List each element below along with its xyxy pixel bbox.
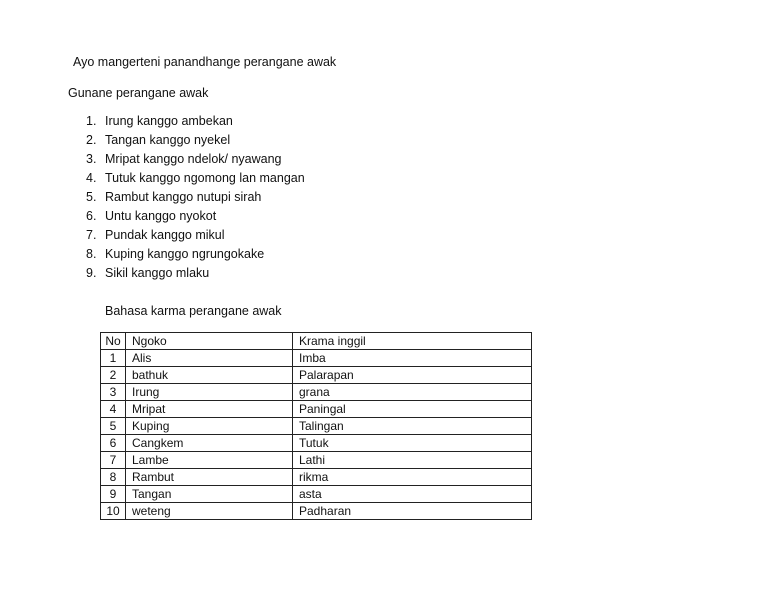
list-item: [86, 189, 305, 208]
cell-krama: Lathi: [293, 452, 532, 469]
list-item: [86, 170, 305, 189]
table-row: [101, 367, 532, 384]
list-item: [86, 132, 305, 151]
table-row: [101, 435, 532, 452]
cell-no: 4: [101, 401, 126, 418]
list-item: [86, 246, 305, 265]
cell-ngoko: Alis: [126, 350, 293, 367]
table-header-row: [101, 333, 532, 350]
cell-ngoko: Irung: [126, 384, 293, 401]
table-row: [101, 486, 532, 503]
table-row: [101, 350, 532, 367]
list-text: Tangan kanggo nyekel: [105, 133, 231, 147]
cell-no: 7: [101, 452, 126, 469]
list-text: Pundak kanggo mikul: [105, 228, 225, 242]
list-item: [86, 227, 305, 246]
list-item: [86, 265, 305, 284]
document-title: Ayo mangerteni panandhange perangane awak: [73, 55, 337, 69]
list-item: [86, 208, 305, 227]
cell-krama: Paningal: [293, 401, 532, 418]
cell-krama: Imba: [293, 350, 532, 367]
cell-no: 9: [101, 486, 126, 503]
cell-krama: Talingan: [293, 418, 532, 435]
table-row: [101, 469, 532, 486]
header-ngoko: Ngoko: [126, 333, 293, 350]
cell-krama: rikma: [293, 469, 532, 486]
list-number: 7.: [86, 228, 97, 242]
list-text: Tutuk kanggo ngomong lan mangan: [105, 171, 305, 185]
list-item: [86, 151, 305, 170]
list-number: 9.: [86, 266, 97, 280]
table-row: [101, 418, 532, 435]
vocabulary-table: [100, 332, 532, 520]
uses-list: [86, 113, 305, 284]
cell-krama: Padharan: [293, 503, 532, 520]
cell-ngoko: Tangan: [126, 486, 293, 503]
cell-no: 2: [101, 367, 126, 384]
list-text: Untu kanggo nyokot: [105, 209, 217, 223]
cell-no: 10: [101, 503, 126, 520]
table-row: [101, 503, 532, 520]
cell-no: 8: [101, 469, 126, 486]
list-number: 5.: [86, 190, 97, 204]
list-number: 8.: [86, 247, 97, 261]
cell-ngoko: Lambe: [126, 452, 293, 469]
list-number: 2.: [86, 133, 97, 147]
list-text: Rambut kanggo nutupi sirah: [105, 190, 262, 204]
cell-ngoko: bathuk: [126, 367, 293, 384]
list-text: Sikil kanggo mlaku: [105, 266, 210, 280]
list-text: Kuping kanggo ngrungokake: [105, 247, 265, 261]
cell-krama: grana: [293, 384, 532, 401]
list-number: 6.: [86, 209, 97, 223]
cell-no: 5: [101, 418, 126, 435]
header-no: No: [101, 333, 126, 350]
cell-krama: Palarapan: [293, 367, 532, 384]
cell-krama: Tutuk: [293, 435, 532, 452]
cell-ngoko: Rambut: [126, 469, 293, 486]
cell-ngoko: weteng: [126, 503, 293, 520]
table-row: [101, 401, 532, 418]
cell-ngoko: Kuping: [126, 418, 293, 435]
cell-no: 6: [101, 435, 126, 452]
table-row: [101, 452, 532, 469]
list-number: 4.: [86, 171, 97, 185]
cell-no: 3: [101, 384, 126, 401]
cell-krama: asta: [293, 486, 532, 503]
table-caption: Bahasa karma perangane awak: [105, 304, 282, 318]
cell-ngoko: Mripat: [126, 401, 293, 418]
list-text: Mripat kanggo ndelok/ nyawang: [105, 152, 282, 166]
cell-ngoko: Cangkem: [126, 435, 293, 452]
section-heading: Gunane perangane awak: [68, 86, 209, 100]
list-number: 3.: [86, 152, 97, 166]
list-text: Irung kanggo ambekan: [105, 114, 233, 128]
cell-no: 1: [101, 350, 126, 367]
list-item: [86, 113, 305, 132]
list-number: 1.: [86, 114, 97, 128]
table-row: [101, 384, 532, 401]
header-krama: Krama inggil: [293, 333, 532, 350]
